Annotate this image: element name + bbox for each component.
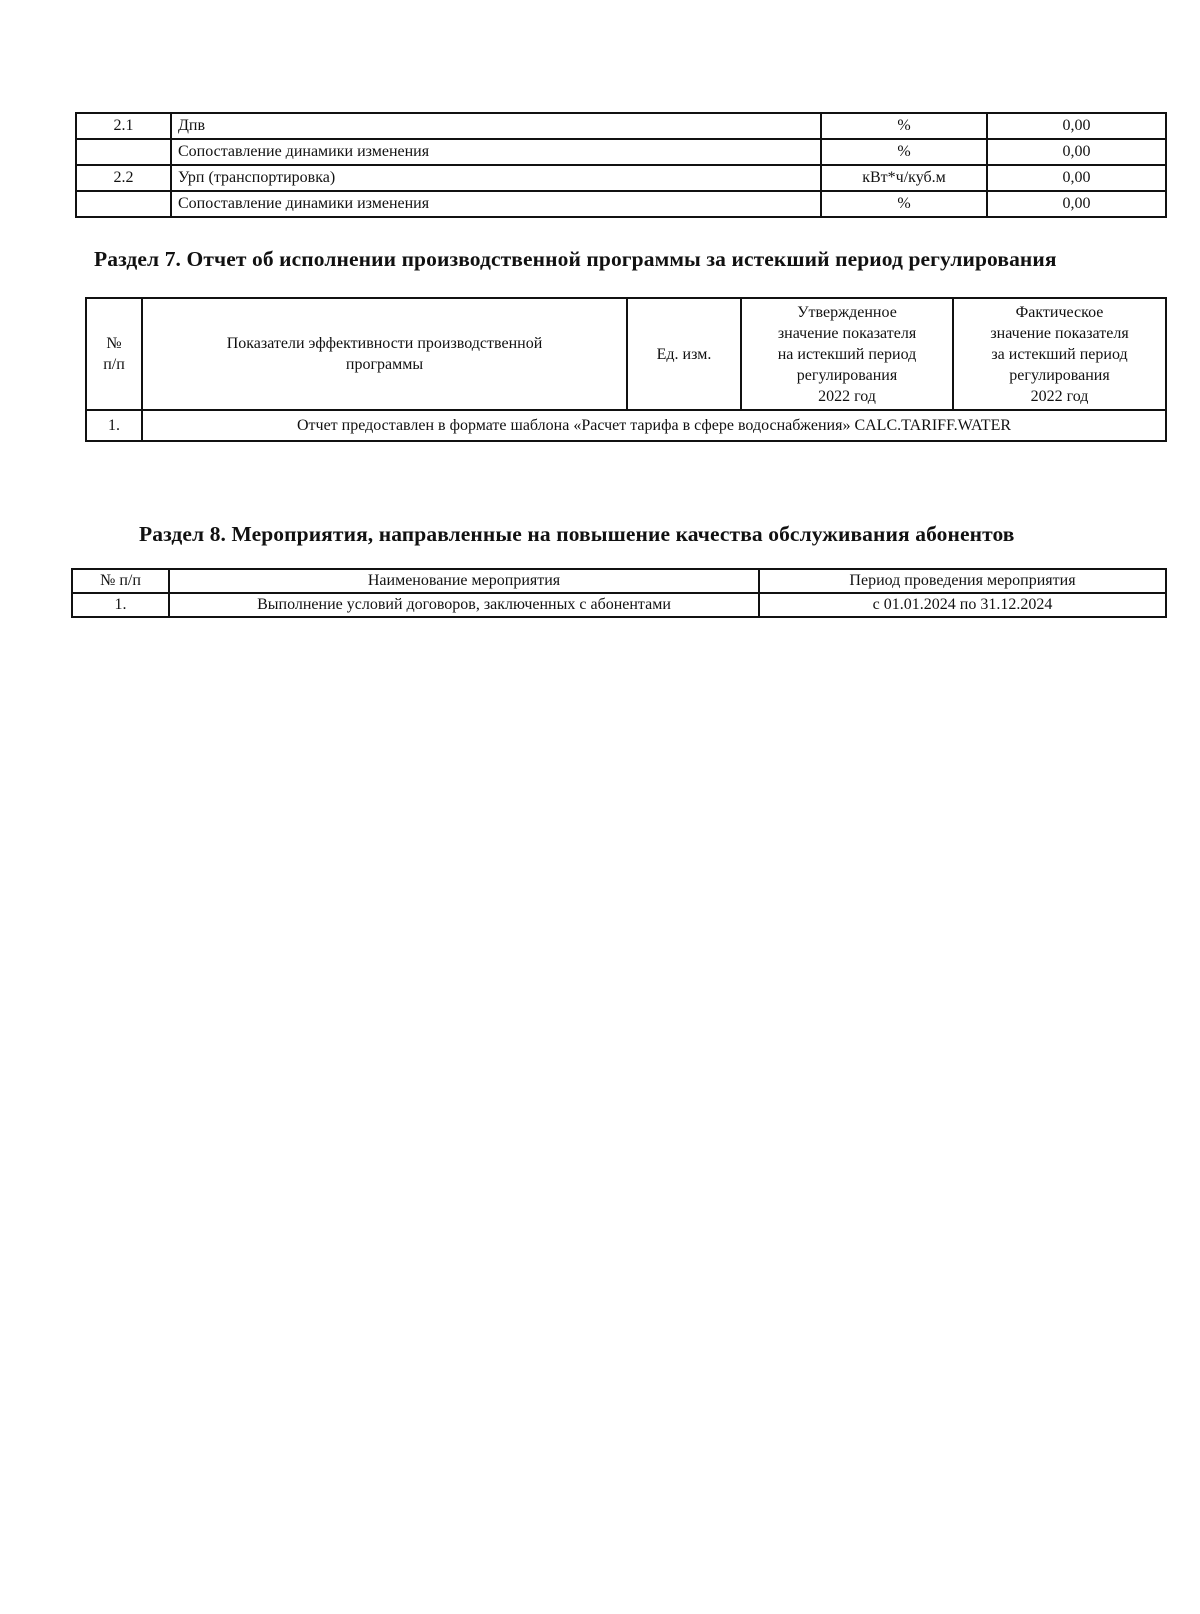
indicator-value: 0,00 xyxy=(987,139,1166,165)
indicator-unit: % xyxy=(821,139,987,165)
table-header-row xyxy=(86,298,1166,410)
header-number-line-2: п/п xyxy=(103,356,125,373)
indicator-unit: % xyxy=(821,191,987,217)
table-row xyxy=(76,191,1166,217)
row-number xyxy=(76,191,171,217)
table-row xyxy=(72,593,1166,617)
row-number: 2.2 xyxy=(76,165,171,191)
indicator-name: Сопоставление динамики изменения xyxy=(171,139,821,165)
header-approved-line-1: Утвержденное xyxy=(797,303,897,321)
header-indicator-line-1: Показатели эффективности производственной xyxy=(226,335,543,352)
header-approved-line-3: на истекший период xyxy=(777,345,917,363)
header-actual-line-5: 2022 год xyxy=(1030,387,1089,405)
header-unit: Ед. изм. xyxy=(627,298,741,410)
header-measure-period: Период проведения мероприятия xyxy=(759,569,1166,593)
row-number xyxy=(76,139,171,165)
header-actual-value xyxy=(953,298,1166,410)
measure-name: Выполнение условий договоров, заключенных с абонентами xyxy=(169,593,759,617)
header-approved-value xyxy=(741,298,953,410)
header-indicator-line-2: программы xyxy=(345,356,424,373)
indicators-table xyxy=(75,112,1167,218)
header-number: № п/п xyxy=(72,569,169,593)
header-number-line-1: № xyxy=(106,335,122,352)
header-approved-line-5: 2022 год xyxy=(818,387,876,405)
header-approved-line-2: значение показателя xyxy=(777,324,917,342)
header-indicator xyxy=(142,298,627,410)
indicator-value: 0,00 xyxy=(987,113,1166,139)
indicator-unit: кВт*ч/куб.м xyxy=(821,165,987,191)
header-approved-line-4: регулирования xyxy=(796,366,898,384)
header-actual-line-3: за истекший период xyxy=(991,345,1128,363)
header-actual-line-1: Фактическое xyxy=(1015,303,1104,321)
table-row xyxy=(76,113,1166,139)
table-row xyxy=(76,139,1166,165)
indicator-value: 0,00 xyxy=(987,191,1166,217)
table-row xyxy=(76,165,1166,191)
service-quality-measures-table xyxy=(71,568,1167,618)
indicator-name: Дпв xyxy=(171,113,821,139)
section-7-title: Раздел 7. Отчет об исполнении производственной программы за истекший период регулирования xyxy=(94,247,1057,271)
indicator-name: Урп (транспортировка) xyxy=(171,165,821,191)
row-number: 1. xyxy=(72,593,169,617)
header-actual-line-4: регулирования xyxy=(1009,366,1110,384)
report-note: Отчет предоставлен в формате шаблона «Расчет тарифа в сфере водоснабжения» CALC.TARIFF.WATER xyxy=(142,410,1166,441)
indicator-name: Сопоставление динамики изменения xyxy=(171,191,821,217)
header-actual-line-2: значение показателя xyxy=(990,324,1129,342)
measure-period: с 01.01.2024 по 31.12.2024 xyxy=(759,593,1166,617)
row-number: 1. xyxy=(86,410,142,441)
table-row xyxy=(86,410,1166,441)
header-measure-name: Наименование мероприятия xyxy=(169,569,759,593)
section-8-title: Раздел 8. Мероприятия, направленные на повышение качества обслуживания абонентов xyxy=(139,522,1015,546)
header-number xyxy=(86,298,142,410)
indicator-value: 0,00 xyxy=(987,165,1166,191)
table-header-row xyxy=(72,569,1166,593)
row-number: 2.1 xyxy=(76,113,171,139)
production-program-report-table xyxy=(85,297,1167,442)
indicator-unit: % xyxy=(821,113,987,139)
